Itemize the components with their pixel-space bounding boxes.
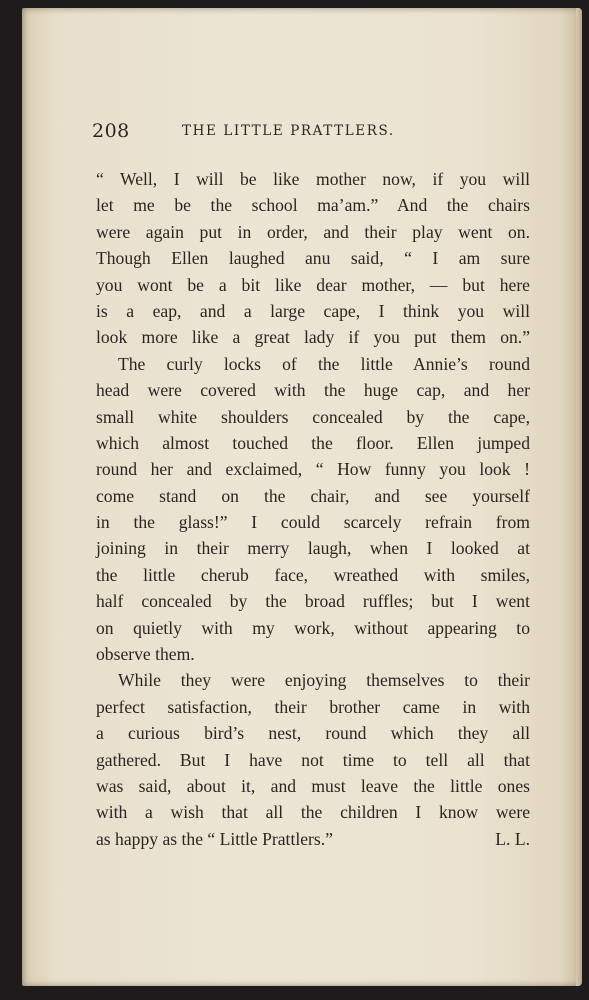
text-line-with-signature: [96, 826, 530, 852]
text-line: come stand on the chair, and see yourself: [96, 485, 530, 506]
paragraph: [96, 351, 530, 668]
text-line: in the glass!” I could scarcely refrain from: [96, 512, 530, 533]
text-line: was said, about it, and must leave the little ones: [96, 775, 530, 796]
text-line: a curious bird’s nest, round which they all: [96, 723, 530, 744]
running-head: THE LITTLE PRATTLERS.: [182, 123, 395, 139]
author-signature: L. L.: [495, 828, 530, 849]
text-line: joining in their merry laugh, when I looked at: [96, 538, 530, 559]
text-line: with a wish that all the children I know were: [96, 802, 530, 823]
text-line: gathered. But I have not time to tell all that: [96, 749, 530, 770]
page-number: 208: [92, 120, 130, 142]
text-line: The curly locks of the little Annie’s round: [118, 353, 530, 374]
book-page: [22, 8, 582, 986]
text-line: While they were enjoying themselves to their: [118, 670, 530, 691]
text-line: the little cherub face, wreathed with smiles,: [96, 564, 530, 585]
text-line: head were covered with the huge cap, and her: [96, 380, 530, 401]
text-line: which almost touched the floor. Ellen jumped: [96, 432, 530, 453]
text-line: you wont be a bit like dear mother, — but here: [96, 274, 530, 295]
text-line: round her and exclaimed, “ How funny you look !: [96, 459, 530, 480]
text-line: small white shoulders concealed by the cape,: [96, 406, 530, 427]
text-line: on quietly with my work, without appearing to: [96, 617, 530, 638]
text-line: Though Ellen laughed anu said, “ I am sure: [96, 248, 530, 269]
paragraph: [96, 667, 530, 852]
text-line: look more like a great lady if you put them on.”: [96, 327, 530, 348]
text-line: “ Well, I will be like mother now, if you will: [96, 169, 530, 189]
closing-text: as happy as the “ Little Prattlers.”: [96, 828, 333, 849]
paragraph: [96, 166, 530, 351]
page-header: [92, 120, 532, 144]
text-line: half concealed by the broad ruffles; but I went: [96, 591, 530, 612]
text-line: perfect satisfaction, their brother came in with: [96, 696, 530, 717]
text-line: observe them.: [96, 644, 195, 665]
page-edge: [576, 8, 582, 986]
body-text: [96, 166, 530, 852]
text-line: is a eap, and a large cape, I think you will: [96, 300, 530, 321]
text-line: were again put in order, and their play went on.: [96, 221, 530, 242]
text-line: let me be the school ma’am.” And the chairs: [96, 195, 530, 216]
